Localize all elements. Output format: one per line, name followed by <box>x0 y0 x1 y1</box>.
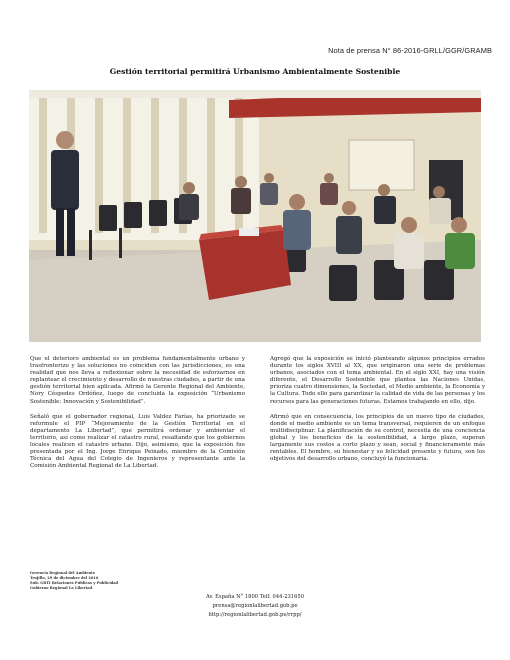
press-number: Nota de prensa N° 86-2016-GRLL/GGR/GRAMB <box>328 46 492 55</box>
conference-room-illustration <box>29 90 481 342</box>
credit-line: Gobierno Regional La Libertad <box>30 586 93 590</box>
credit-line: Gerencia Regional del Ambiente <box>30 571 96 575</box>
credits-block <box>30 571 180 591</box>
article-left-column <box>30 356 245 478</box>
contact-email[interactable]: prensa@regionlalibertad.gob.pe <box>212 603 298 609</box>
contact-url[interactable]: http://regionlalibertad.gob.pe/rrpp/ <box>208 612 302 618</box>
photo-map-board <box>349 140 414 190</box>
paragraph: Que el deterioro ambiental es un problema fundamentalmente urbano y trasfronterizo y las soluciones no coinciden con las jurisdicciones, es una realidad que nos lleva a reflexionar sobre la necesidad de esforzarnos en replantear el crecimiento y desarrollo de nuestras ciudades, a partir de una gestión territorial bien aplicada. Afirmó la Gerente Regional del Ambiente, Nory Céspedes Ordóñez, luego de concluida la exposición “Urbanismo Sostenible: Innovación y Sostenibilidad”. <box>30 356 245 405</box>
article-right-column <box>270 356 485 471</box>
photo-projector <box>239 228 259 236</box>
event-photo <box>29 90 481 342</box>
headline: Gestión territorial permitirá Urbanismo Ambientalmente Sostenible <box>109 67 401 76</box>
paragraph: Señaló que el gobernador regional, Luis Valdez Farías, ha priorizado se reformule el PIP “Mejoramiento de la Gestión Territorial en el departamento La Libertad”, que permitirá ordenar y ambientar el territorio, así como realizar el catastro rural, resaltando que los gobiernos locales realicen el catastro urbano. Dijo, asimismo, que la exposición fue presentada por el Ing. Jorge Enrique Peinado, miembro de la Comisión Técnica del Agua del Colegio de Ingenieros y representante ante la Comisión Ambiental Regional de La Libertad. <box>30 413 245 470</box>
contact-address: Av. España N° 1800 Telf. 044-231650 <box>206 594 304 600</box>
credit-line: Sub. GRTI Relaciones Públicas y Publicidad <box>30 581 119 585</box>
credit-line: Trujillo, 29 de diciembre del 2016 <box>30 576 99 580</box>
paragraph: Afirmó que en consecuencia, los principios de un nuevo tipo de ciudades, donde el medio ambiente es un tema transversal, requieren de un enfoque multidisciplinar. La planificación de su control, necesita de una conciencia global y los beneficios de la sostenibilidad, a largo plazo, superan largamente sus costos a corto plazo y sean, social y financieramente más rentables. El hombre, su bienestar y su felicidad presente y futura, son los objetivos del desarrollo urbano, concluyó la funcionaria. <box>270 413 485 463</box>
paragraph: Agregó que la exposición se inició planteando algunos principios errados durante los siglos XVIII al XX, que originaron una serie de problemas urbanos, asociados con el tema ambiental. En el siglo XXI, hay una visión diferente, el Desarrollo Sostenible que plantea las Naciones Unidas, prioriza cuatro dimensiones, la Sociedad, el Medio ambiente, la Economía y la Cultura. Todo ello para garantizar la calidad de vida de las personas y los recursos para las generaciones futuras. Estamos trabajando en ello, dijo. <box>270 356 485 405</box>
contact-block <box>0 593 510 620</box>
photo-ceiling <box>29 90 481 98</box>
